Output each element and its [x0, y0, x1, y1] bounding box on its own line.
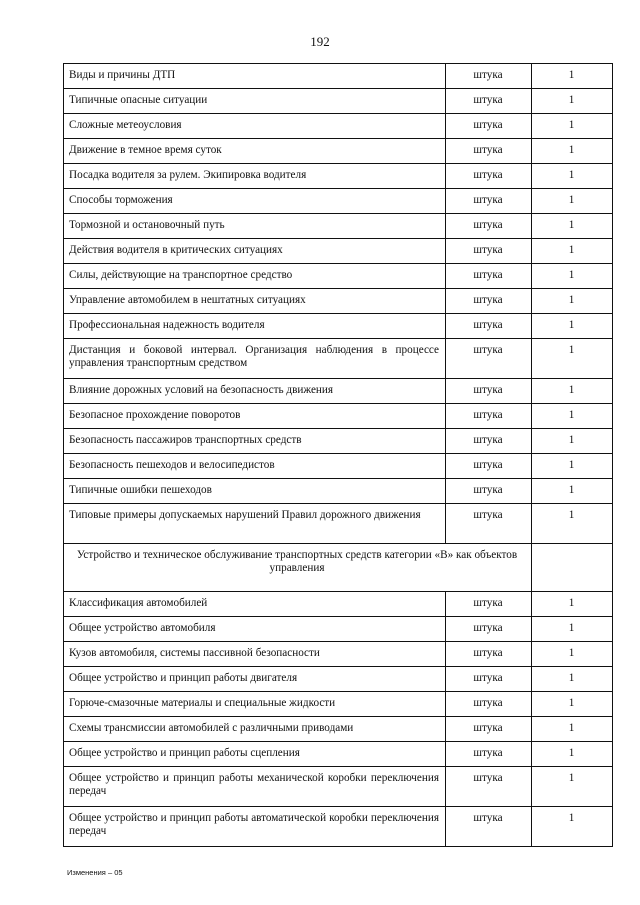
item-quantity: 1 — [532, 807, 613, 847]
item-unit: штука — [446, 264, 532, 289]
table-row — [64, 164, 613, 189]
item-unit: штука — [446, 807, 532, 847]
item-name: Сложные метеоусловия — [64, 114, 446, 139]
item-name: Типовые примеры допускаемых нарушений Правил дорожного движения — [64, 504, 446, 544]
item-name: Горюче-смазочные материалы и специальные жидкости — [64, 692, 446, 717]
table-row — [64, 642, 613, 667]
item-quantity: 1 — [532, 404, 613, 429]
item-unit: штука — [446, 742, 532, 767]
item-name: Способы торможения — [64, 189, 446, 214]
table-row — [64, 64, 613, 89]
item-quantity: 1 — [532, 379, 613, 404]
item-unit: штука — [446, 592, 532, 617]
item-unit: штука — [446, 114, 532, 139]
item-name: Общее устройство и принцип работы автоматической коробки переключения передач — [64, 807, 446, 847]
table-row — [64, 767, 613, 807]
item-name: Виды и причины ДТП — [64, 64, 446, 89]
item-quantity: 1 — [532, 429, 613, 454]
table-row — [64, 717, 613, 742]
item-name: Общее устройство и принцип работы двигателя — [64, 667, 446, 692]
table-row — [64, 404, 613, 429]
table-row — [64, 429, 613, 454]
item-unit: штука — [446, 479, 532, 504]
item-quantity: 1 — [532, 164, 613, 189]
table-row — [64, 807, 613, 847]
item-name: Движение в темное время суток — [64, 139, 446, 164]
item-quantity: 1 — [532, 264, 613, 289]
item-quantity: 1 — [532, 479, 613, 504]
item-quantity: 1 — [532, 767, 613, 807]
table-row — [64, 692, 613, 717]
item-quantity: 1 — [532, 692, 613, 717]
item-name: Безопасность пешеходов и велосипедистов — [64, 454, 446, 479]
empty-cell — [532, 544, 613, 592]
item-unit: штука — [446, 239, 532, 264]
item-name: Безопасное прохождение поворотов — [64, 404, 446, 429]
table-body — [64, 64, 613, 847]
item-unit: штука — [446, 339, 532, 379]
table-row — [64, 289, 613, 314]
item-unit: штука — [446, 64, 532, 89]
item-quantity: 1 — [532, 592, 613, 617]
item-name: Дистанция и боковой интервал. Организация наблюдения в процессе управления транспортным средством — [64, 339, 446, 379]
table-row — [64, 89, 613, 114]
table-row — [64, 379, 613, 404]
item-name: Силы, действующие на транспортное средство — [64, 264, 446, 289]
item-name: Типичные опасные ситуации — [64, 89, 446, 114]
item-unit: штука — [446, 379, 532, 404]
item-name: Влияние дорожных условий на безопасность движения — [64, 379, 446, 404]
table-row — [64, 314, 613, 339]
section-row — [64, 544, 613, 592]
table-row — [64, 339, 613, 379]
footer-revision: Изменения – 05 — [67, 868, 123, 877]
table-row — [64, 617, 613, 642]
table-row — [64, 189, 613, 214]
item-name: Тормозной и остановочный путь — [64, 214, 446, 239]
table-row — [64, 504, 613, 544]
item-quantity: 1 — [532, 189, 613, 214]
item-quantity: 1 — [532, 114, 613, 139]
item-quantity: 1 — [532, 314, 613, 339]
item-unit: штука — [446, 767, 532, 807]
table-row — [64, 239, 613, 264]
item-quantity: 1 — [532, 339, 613, 379]
item-unit: штука — [446, 717, 532, 742]
table-row — [64, 139, 613, 164]
item-name: Общее устройство и принцип работы сцепления — [64, 742, 446, 767]
item-quantity: 1 — [532, 742, 613, 767]
table-row — [64, 214, 613, 239]
item-quantity: 1 — [532, 139, 613, 164]
item-name: Общее устройство и принцип работы механической коробки переключения передач — [64, 767, 446, 807]
item-unit: штука — [446, 642, 532, 667]
item-unit: штука — [446, 164, 532, 189]
item-quantity: 1 — [532, 214, 613, 239]
item-unit: штука — [446, 404, 532, 429]
item-quantity: 1 — [532, 89, 613, 114]
item-name: Типичные ошибки пешеходов — [64, 479, 446, 504]
item-unit: штука — [446, 504, 532, 544]
item-name: Общее устройство автомобиля — [64, 617, 446, 642]
item-unit: штука — [446, 314, 532, 339]
item-unit: штука — [446, 214, 532, 239]
item-quantity: 1 — [532, 289, 613, 314]
item-quantity: 1 — [532, 717, 613, 742]
item-quantity: 1 — [532, 617, 613, 642]
item-name: Действия водителя в критических ситуациях — [64, 239, 446, 264]
item-unit: штука — [446, 289, 532, 314]
item-quantity: 1 — [532, 64, 613, 89]
section-heading: Устройство и техническое обслуживание транспортных средств категории «В» как объектов управления — [64, 544, 532, 592]
table-row — [64, 592, 613, 617]
table-row — [64, 114, 613, 139]
item-unit: штука — [446, 89, 532, 114]
item-name: Схемы трансмиссии автомобилей с различными приводами — [64, 717, 446, 742]
item-name: Управление автомобилем в нештатных ситуациях — [64, 289, 446, 314]
item-unit: штука — [446, 429, 532, 454]
item-unit: штука — [446, 139, 532, 164]
item-quantity: 1 — [532, 504, 613, 544]
table-row — [64, 742, 613, 767]
item-unit: штука — [446, 189, 532, 214]
item-name: Безопасность пассажиров транспортных средств — [64, 429, 446, 454]
table-row — [64, 667, 613, 692]
item-name: Кузов автомобиля, системы пассивной безопасности — [64, 642, 446, 667]
item-unit: штука — [446, 667, 532, 692]
table-row — [64, 454, 613, 479]
item-name: Профессиональная надежность водителя — [64, 314, 446, 339]
table-row — [64, 264, 613, 289]
item-quantity: 1 — [532, 667, 613, 692]
item-unit: штука — [446, 617, 532, 642]
item-quantity: 1 — [532, 454, 613, 479]
table-row — [64, 479, 613, 504]
page-number: 192 — [310, 34, 330, 49]
item-quantity: 1 — [532, 642, 613, 667]
equipment-table — [63, 63, 613, 847]
item-name: Посадка водителя за рулем. Экипировка водителя — [64, 164, 446, 189]
item-quantity: 1 — [532, 239, 613, 264]
item-name: Классификация автомобилей — [64, 592, 446, 617]
item-unit: штука — [446, 692, 532, 717]
item-unit: штука — [446, 454, 532, 479]
